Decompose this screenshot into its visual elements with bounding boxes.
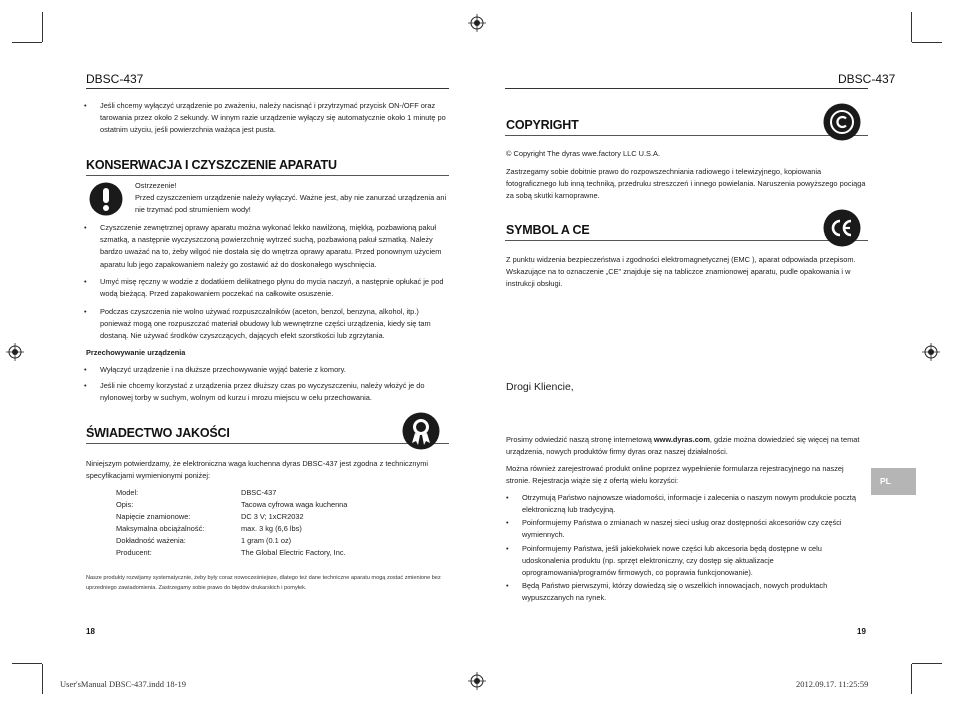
registration-mark-icon xyxy=(468,14,486,32)
left-page-header: DBSC-437 xyxy=(86,72,144,86)
visit-text xyxy=(506,434,868,458)
disclaimer-text: Nasze produkty rozwijamy systematycznie, żeby były coraz nowocześniejsze, dlatego też dane techniczne aparatu mogą zostać zmienione bez uprzedniego zawiadomienia. Zastrzegamy sobie prawo do błędów drukarskich i pomyłek. xyxy=(86,575,441,591)
website-link[interactable]: www.dyras.com xyxy=(653,435,710,444)
spec-label: Dokładność ważenia: xyxy=(116,536,186,545)
quality-award-icon xyxy=(402,412,440,450)
spec-value: The Global Electric Factory, Inc. xyxy=(241,548,346,557)
warning-text: Przed czyszczeniem urządzenie należy wyłączyć. Ważne jest, aby nie zanurzać urządzenia ani nie trzymać pod strumieniem wody! xyxy=(135,193,447,215)
crop-mark xyxy=(911,664,912,694)
section-rule xyxy=(86,443,449,444)
spec-label: Napięcie znamionowe: xyxy=(116,512,191,521)
maintenance-bullet-2: • Umyć misę ręczny w wodzie z dodatkiem delikatnego płynu do mycia naczyń, a następnie opłukać je pod wodą bieżącą. Przed zapakowaniem poczekać na całkowite osuszenie. xyxy=(100,276,446,300)
greeting: Drogi Kliencie, xyxy=(506,381,574,393)
spec-label: Producent: xyxy=(116,548,152,557)
crop-mark xyxy=(12,663,42,664)
benefit-item: • Poinformujemy Państwa, jeśli jakiekolwiek nowe części lub akcesoria będą dostępne w celu udoskonalenia produktu (np. sprzęt elektroniczny, czy dostęp się aktualizacje oprogramowania/programów firmowych, co poprawia funkcjonowanie). xyxy=(522,543,868,580)
crop-mark xyxy=(42,12,43,42)
section-title-copyright: COPYRIGHT xyxy=(506,118,579,132)
section-rule xyxy=(86,175,449,176)
spec-value: Tacowa cyfrowa waga kuchenna xyxy=(241,500,348,509)
footer-filename: User'sManual DBSC-437.indd 18-19 xyxy=(60,679,186,689)
footer-datetime: 2012.09.17. 11:25:59 xyxy=(796,679,869,689)
benefit-item: • Poinformujemy Państwa o zmianach w naszej sieci usług oraz dostępności akcesoriów czy części wymiennych. xyxy=(522,517,868,541)
crop-mark xyxy=(12,42,42,43)
section-title-ce: SYMBOL A CE xyxy=(506,223,590,237)
registration-mark-icon xyxy=(468,672,486,690)
section-rule xyxy=(505,135,868,136)
visit-text-post: , gdzie można dowiedzieć się więcej na temat urządzenia, nowych produktów firmy dyras oraz naszej działalności. xyxy=(506,435,860,457)
copyright-line: © Copyright The dyras wwe.factory LLC U.S.A. xyxy=(506,149,661,158)
header-rule xyxy=(86,88,449,89)
spec-label: Model: xyxy=(116,488,139,497)
page-number-right: 19 xyxy=(857,627,866,636)
ce-text: Z punktu widzenia bezpieczeństwa i zgodności elektromagnetycznej (EMC ), aparat odpowiada przepisom. Wskazujące na to oznaczenie „CE" znajduje się na tabliczce znamionowej aparatu, pudle opakowania i w instrukcji obsługi. xyxy=(506,255,856,289)
benefit-item: • Będą Państwo pierwszymi, którzy dowiedzą się o wszelkich innowacjach, nowych produktach wypuszczanych na rynek. xyxy=(522,580,868,604)
spec-value: 1 gram (0.1 oz) xyxy=(241,536,292,545)
intro-bullet: • Jeśli chcemy wyłączyć urządzenie po zważeniu, należy nacisnąć i przytrzymać przycisk ON-/OFF oraz tarowania przez około 2 sekundy. W innym razie urządzenie wyłączy się automatycznie około 1 minutę po ostatnim użyciu, jeśli powierzchnia ważąca jest pusta. xyxy=(100,100,446,137)
crop-mark xyxy=(911,12,912,42)
storage-title: Przechowywanie urządzenia xyxy=(86,348,186,357)
certificate-text: Niniejszym potwierdzamy, że elektroniczna waga kuchenna dyras DBSC-437 jest zgodna z technicznymi specyfikacjami wymienionymi poniżej: xyxy=(86,459,429,481)
copyright-icon xyxy=(823,103,861,141)
storage-bullet-1: • Wyłączyć urządzenie i na dłuższe przechowywanie wyjąć baterie z komory. xyxy=(100,364,446,376)
spec-value: DBSC-437 xyxy=(241,488,277,497)
crop-mark xyxy=(912,663,942,664)
benefit-item: • Otrzymują Państwo najnowsze wiadomości, informacje i zalecenia o naszym nowym produkcie pocztą elektroniczną lub tradycyjną. xyxy=(522,492,868,516)
spec-value: max. 3 kg (6,6 lbs) xyxy=(241,524,302,533)
section-title-maintenance: KONSERWACJA I CZYSZCZENIE APARATU xyxy=(86,158,337,172)
ce-mark-icon xyxy=(823,209,861,247)
register-text: Można również zarejestrować produkt online poprzez wypełnienie formularza rejestracyjnego na naszej stronie. Rejestracja wiąże się z ofertą wielu korzyści: xyxy=(506,464,844,486)
visit-text-pre: Prosimy odwiedzić naszą stronę internetową xyxy=(506,435,654,444)
maintenance-bullet-1: • Czyszczenie zewnętrznej oprawy aparatu można wykonać lekko nawilżoną, miękką, pozbawioną pakuł szmatką, a następnie wyczyszczoną powierzchnię wytrzeć suchą, pozbawioną pakuł szmatką. Należy bardzo uważać na to, żeby wilgoć nie dostała się do wnętrza oprawy aparatu. Przed ponownym użyciem aparatu lub jego zapakowaniem należy go zostawić aż do doskonałego wyschnięcia. xyxy=(100,222,446,271)
spec-label: Maksymalna obciążalność: xyxy=(116,524,205,533)
language-tab-pl: PL xyxy=(871,468,916,495)
spec-label: Opis: xyxy=(116,500,134,509)
header-rule xyxy=(505,88,868,89)
registration-mark-icon xyxy=(6,343,24,361)
crop-mark xyxy=(912,42,942,43)
storage-bullet-2: • Jeśli nie chcemy korzystać z urządzenia przez dłuższy czas po wyczyszczeniu, należy włożyć je do nylonowej torby w suchym, wolnym od kurzu i mrozu miejscu w celu przechowania. xyxy=(100,380,446,404)
crop-mark xyxy=(42,664,43,694)
warning-title: Ostrzezenie! xyxy=(135,181,177,190)
section-title-certificate: ŚWIADECTWO JAKOŚCI xyxy=(86,426,230,440)
registration-mark-icon xyxy=(922,343,940,361)
warning-exclamation-icon xyxy=(89,182,123,216)
right-page-header: DBSC-437 xyxy=(838,72,896,86)
spec-value: DC 3 V; 1xCR2032 xyxy=(241,512,304,521)
copyright-text: Zastrzegamy sobie dobitnie prawo do rozpowszechniania radiowego i telewizyjnego, kopiowania fotograficznego lub inną techniką, przedruku streszczeń i innego powielania. Naruszenia powyższego pociąga za sobą skutki karnoprawne. xyxy=(506,167,866,201)
page-number-left: 18 xyxy=(86,627,95,636)
section-rule xyxy=(505,240,868,241)
maintenance-bullet-3: • Podczas czyszczenia nie wolno używać rozpuszczalników (aceton, benzol, benzyna, alkohol, itp.) ponieważ mogą one rozpuszczać materiał obudowy lub wewnętrzne części urządzenia, kiedy się tam dostaną. Nie używać środków czyszczących, dających efekt szorstkości lub zgrzytania. xyxy=(100,306,446,343)
